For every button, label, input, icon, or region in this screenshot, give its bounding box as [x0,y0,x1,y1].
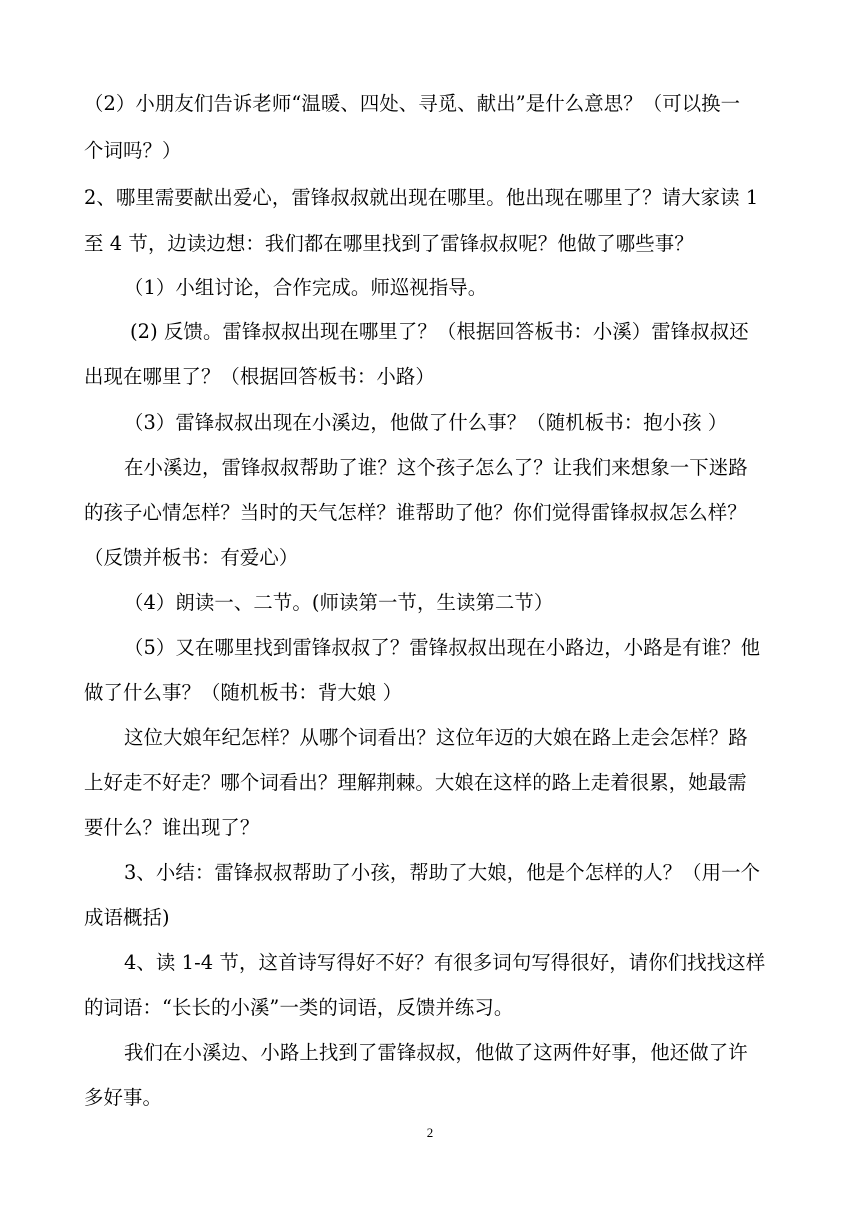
text-line-20: 4、读 1-4 节，这首诗写得好不好？有很多词句写得很好，请你们找找这样 [124,951,766,974]
text-line-3: 2、哪里需要献出爱心，雷锋叔叔就出现在哪里。他出现在哪里了？请大家读 1 [84,186,759,209]
text-line-11: （反馈并板书：有爱心） [84,546,299,569]
text-line-17: 要什么？谁出现了？ [84,816,260,839]
text-line-5: （1）小组讨论，合作完成。师巡视指导。 [124,276,488,299]
text-line-14: 做了什么事？（随机板书：背大娘 ） [84,681,403,704]
text-line-1: （2）小朋友们告诉老师“温暖、四处、寻觅、献出”是什么意思？（可以换一 [84,92,741,115]
text-line-19: 成语概括) [84,906,170,929]
text-line-10: 的孩子心情怎样？当时的天气怎样？谁帮助了他？你们觉得雷锋叔叔怎么样？ [84,501,747,524]
text-line-9: 在小溪边，雷锋叔叔帮助了谁？这个孩子怎么了？让我们来想象一下迷路 [124,456,748,479]
page-number: 2 [426,1125,434,1140]
text-line-18: 3、小结：雷锋叔叔帮助了小孩，帮助了大娘，他是个怎样的人？（用一个 [124,861,761,884]
text-line-15: 这位大娘年纪怎样？从哪个词看出？这位年迈的大娘在路上走会怎样？路 [124,726,748,749]
text-line-7: 出现在哪里了？（根据回答板书：小路） [84,365,435,388]
text-line-12: （4）朗读一、二节。(师读第一节，生读第二节） [124,591,554,614]
text-line-23: 多好事。 [84,1086,162,1109]
text-line-2: 个词吗？） [84,139,182,162]
text-line-21: 的词语：“长长的小溪”一类的词语，反馈并练习。 [84,996,514,1019]
text-line-13: （5）又在哪里找到雷锋叔叔了？雷锋叔叔出现在小路边，小路是有谁？他 [124,636,761,659]
text-line-4: 至 4 节，边读边想：我们都在哪里找到了雷锋叔叔呢？他做了哪些事？ [84,232,694,255]
text-line-22: 我们在小溪边、小路上找到了雷锋叔叔，他做了这两件好事，他还做了许 [124,1041,748,1064]
text-line-16: 上好走不好走？哪个词看出？理解荆棘。大娘在这样的路上走着很累，她最需 [84,771,747,794]
text-line-8: （3）雷锋叔叔出现在小溪边，他做了什么事？（随机板书：抱小孩 ） [124,411,728,434]
text-line-6: (2) 反馈。雷锋叔叔出现在哪里了？（根据回答板书：小溪）雷锋叔叔还 [130,320,749,343]
